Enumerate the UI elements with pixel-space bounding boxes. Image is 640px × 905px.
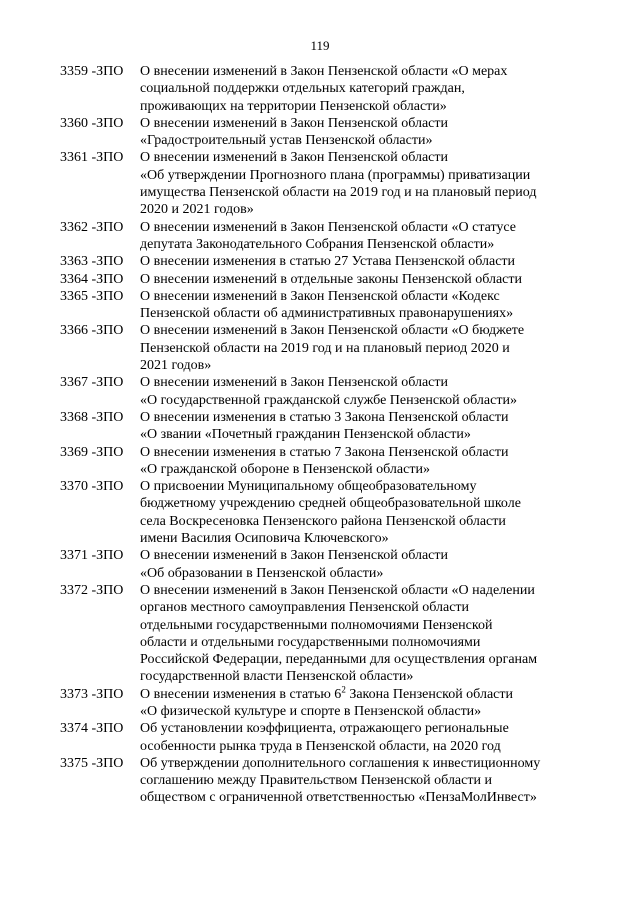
law-title: О внесении изменений в Закон Пензенской области «О статусе депутата Законодательного Собрания Пензенской области» — [140, 219, 516, 252]
law-title-text: Закона Пензенской области «О физической культуре и спорте в Пензенской области» — [140, 686, 513, 719]
list-item — [60, 149, 585, 218]
list-item — [60, 219, 585, 254]
list-item — [60, 478, 585, 547]
list-item — [60, 755, 585, 807]
law-number: 3363 -ЗПО — [60, 254, 124, 270]
list-item — [60, 444, 585, 479]
law-number: 3365 -ЗПО — [60, 288, 124, 304]
law-title: О внесении изменений в Закон Пензенской области «Кодекс Пензенской области об административных правонарушениях» — [140, 288, 514, 322]
law-title: О внесении изменения в статью 27 Устава Пензенской области — [140, 254, 516, 270]
law-number: 3361 -ЗПО — [60, 150, 124, 166]
list-item — [60, 63, 585, 115]
law-number: 3359 -ЗПО — [60, 64, 124, 79]
law-title: О внесении изменения в статью 7 Закона Пензенской области «О гражданской обороне в Пензенской области» — [140, 444, 509, 477]
law-title: О внесении изменений в Закон Пензенской области «Об образовании в Пензенской области» — [140, 548, 448, 581]
law-number: 3367 -ЗПО — [60, 375, 124, 391]
law-title: О внесении изменений в Закон Пензенской области «О бюджете Пензенской области на 2019 год и на плановый период 2020 и 2021 годов» — [140, 323, 525, 374]
law-title: О внесении изменений в Закон Пензенской области «О мерах социальной поддержки отдельных категорий граждан, проживающих на территории Пензенской области» — [140, 64, 508, 114]
page-number: 119 — [310, 38, 330, 53]
article-superscript: 2 — [341, 684, 346, 695]
law-title: Об установлении коэффициента, отражающего региональные особенности рынка труда в Пензенской области, на 2020 год — [140, 721, 509, 754]
law-number: 3370 -ЗПО — [60, 479, 124, 495]
law-number: 3371 -ЗПО — [60, 548, 124, 564]
list-item — [60, 115, 585, 150]
law-number: 3362 -ЗПО — [60, 219, 124, 235]
law-title — [140, 686, 585, 721]
list-item — [60, 720, 585, 755]
law-number: 3366 -ЗПО — [60, 323, 124, 339]
law-number: 3368 -ЗПО — [60, 409, 124, 425]
list-item — [60, 322, 585, 374]
list-item — [60, 686, 585, 721]
law-title: О внесении изменений в Закон Пензенской области «О государственной гражданской службе Пензенской области» — [140, 375, 517, 408]
law-number: 3372 -ЗПО — [60, 582, 124, 598]
law-number: 3375 -ЗПО — [60, 755, 124, 771]
list-item — [60, 271, 585, 288]
list-item — [60, 374, 585, 409]
law-title: О внесении изменений в Закон Пензенской области «Об утверждении Прогнозного плана (программы) приватизации имущества Пензенской области на 2019 год и на плановый период 2020 и 2021 годов» — [140, 150, 537, 218]
list-item — [60, 253, 585, 270]
law-list — [60, 63, 585, 807]
law-title: О внесении изменений в Закон Пензенской области «О наделении органов местного самоуправления Пензенской области отдельными государственными полномочиями Пензенской области и отдельными государственными полномочиями Российской Федерации, переданными для осуществления органам государственной власти Пензенской области» — [140, 582, 538, 685]
law-number: 3369 -ЗПО — [60, 444, 124, 460]
law-number: 3360 -ЗПО — [60, 115, 124, 131]
law-number: 3373 -ЗПО — [60, 686, 124, 702]
list-item — [60, 409, 585, 444]
list-item — [60, 288, 585, 323]
law-title: О присвоении Муниципальному общеобразовательному бюджетному учреждению средней общеобразовательной школе села Воскресеновка Пензенского района Пензенской области имени Василия Осиповича Ключевского» — [140, 479, 521, 547]
law-title: Об утверждении дополнительного соглашения к инвестиционному соглашению между Правительством Пензенской области и обществом с ограниченной ответственностью «ПензаМолИнвест» — [140, 755, 541, 806]
law-title: О внесении изменений в Закон Пензенской области «Градостроительный устав Пензенской области» — [140, 115, 448, 149]
law-title: О внесении изменений в отдельные законы Пензенской области — [140, 271, 522, 287]
law-title-text: О внесении изменения в статью 6 — [140, 686, 342, 702]
list-item — [60, 582, 585, 686]
law-number: 3364 -ЗПО — [60, 271, 124, 287]
law-title: О внесении изменения в статью 3 Закона Пензенской области «О звании «Почетный гражданин Пензенской области» — [140, 409, 509, 443]
law-number: 3374 -ЗПО — [60, 721, 124, 737]
list-item — [60, 547, 585, 582]
